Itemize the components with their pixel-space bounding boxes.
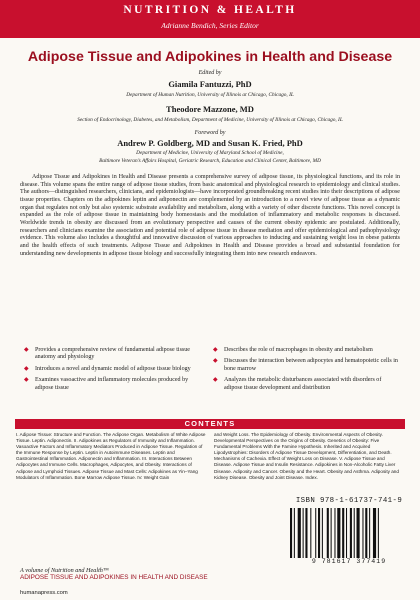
series-title: NUTRITION & HEALTH bbox=[123, 4, 297, 16]
editor1-name: Giamila Fantuzzi, PhD bbox=[168, 79, 252, 89]
feature-item: ◆ Provides a comprehensive review of fundamental adipose tissue anatomy and physiology bbox=[24, 347, 190, 361]
feature-item: ◆ Examines vasoactive and inflammatory molecules produced by adipose tissue bbox=[24, 377, 189, 391]
feature-item: ◆ Introduces a novel and dynamic model of adipose tissue biology bbox=[24, 365, 191, 372]
series-volume-title: ADIPOSE TISSUE AND ADIPOKINES IN HEALTH AND DISEASE bbox=[20, 574, 208, 581]
feature-item: ◆ Analyzes the metabolic disturbances associated with disorders of adipose tissue development and distribution bbox=[213, 377, 382, 391]
publisher-website: humanapress.com bbox=[20, 590, 68, 596]
contents-left-column: I. Adipose Tissue: Structure and Function. The Adipose Organ. Metabolism of White Adipose Tissue. Leptin. Adiponectin. II. Adipokines as Regulators of Immunity and Inflammation. Vasoactive Factors and Inflammatory Mediators Produced in Adipose Tissue. Regulation of the Immune Response by Leptin. Leptin in Autoimmune Diseases. Leptin and Gastrointestinal Inflammation. Adiponectin and Inflammation. III. Interactions Between Adipocytes and Immune Cells. Macrophages, Adipocytes, and Obesity. Interactions of Adipose and Lymphoid Tissues. Adipose Tissue and Mast Cells: Adipokines as Yin–Yang Modulators of Inflammation. Bone Marrow Adipose Tissue. IV. Weight Gain bbox=[16, 432, 206, 480]
features-right-list bbox=[213, 347, 398, 396]
diamond-bullet-icon: ◆ bbox=[24, 365, 29, 372]
foreword-affiliation-line2: Baltimore Veteran’s Affairs Hospital, Geriatric Research, Education and Clinical Center, Baltimore, MD bbox=[99, 158, 321, 164]
feature-item: ◆ Discusses the interaction between adipocytes and hematopoietic cells in bone marrow bbox=[213, 358, 398, 372]
series-editor: Adrianne Bendich, Series Editor bbox=[161, 21, 259, 30]
contents-right-column: and Weight Loss. The Epidemiology of Obesity. Environmental Aspects of Obesity. Developmental Perspectives on the Origins of Obesity. Genetics of Obesity: Five Fundamental Problems With the Famine Hypothesis. Inherited and Acquired Lipodystrophies: Disorders of Adipose Tissue Development, Differentiation, and Death. Mechanisms of Cachexia. Effect of Weight Loss on Disease. V. Adipose Tissue and Disease. Adipose Tissue and Insulin Resistance. Adipokines in Non-Alcoholic Fatty Liver Disease. Adiposity and Cancer. Obesity and the Heart. Obesity and Asthma. Adiposity and Kidney Disease. Obesity and Joint Disease. Index. bbox=[214, 432, 399, 480]
editor2-name: Theodore Mazzone, MD bbox=[166, 104, 254, 114]
isbn-label: ISBN 978-1-61737-741-9 bbox=[295, 497, 403, 505]
editor2-affiliation: Section of Endocrinology, Diabetes, and Metabolism, Department of Medicine, University of Illinois at Chicago, Chicago, IL bbox=[77, 117, 343, 123]
foreword-affiliation-line1: Department of Medicine, University of Maryland School of Medicine, bbox=[136, 150, 284, 156]
book-description: Adipose Tissue and Adipokines in Health and Disease presents a comprehensive survey of adipose tissue, its physiological functions, and its role in disease. This volume spans the entire range of adipose tissue studies, from basic anatomical and physiological research to epidemiology and clinical studies. The authors—distinguished researchers, clinicians, and epidemiologists—have incorporated groundbreaking recent studies into their descriptions of adipose tissue properties. Chapters on the adipokines leptin and adiponectin are complemented by an introduction to a novel view of adipose tissue as a dynamic organ that regulates not only but also systemic substrate availability and metabolism, along with a variety of other discrete functions. This novel concept is expanded as the role of adipose tissue in maintaining body homeostasis and the modulation of inflammatory and metabolic responses is discussed. Worldwide trends in obesity are discussed from an evolutionary perspective and causes of the current obesity epidemic are postulated. Additionally, researchers and clinicians examine the association and potential role of adipose tissue in disease mediation and offer epidemiological and pathophysiology evidence. This volume also includes a thoughtful and innovative discussion of various approaches to inducing and sustaining weight loss in obese patients and the health effects of such treatments. Adipose Tissue and Adipokines in Health and Disease provides a broad and substantial foundation for understanding new developments in adipose tissue biology and successfully integrating them into new research endeavors. bbox=[20, 174, 400, 257]
diamond-bullet-icon: ◆ bbox=[24, 347, 29, 353]
features-left-list bbox=[24, 347, 194, 396]
diamond-bullet-icon: ◆ bbox=[24, 377, 29, 384]
contents-heading: CONTENTS bbox=[15, 419, 405, 429]
diamond-bullet-icon: ◆ bbox=[213, 377, 218, 384]
ean-digits: 9 781617 377419 bbox=[311, 558, 387, 565]
foreword-label: Foreword by bbox=[194, 130, 226, 136]
foreword-names: Andrew P. Goldberg, MD and Susan K. Fried, PhD bbox=[117, 138, 303, 148]
editor1-affiliation: Department of Human Nutrition, University of Illinois at Chicago, Chicago, IL bbox=[126, 92, 294, 98]
feature-item: ◆ Describes the role of macrophages in obesity and metabolism bbox=[213, 347, 373, 353]
barcode-icon bbox=[288, 508, 410, 558]
diamond-bullet-icon: ◆ bbox=[213, 358, 218, 365]
diamond-bullet-icon: ◆ bbox=[213, 347, 218, 353]
barcode-block bbox=[288, 497, 410, 565]
series-volume-note: A volume of Nutrition and Health™ bbox=[20, 567, 109, 574]
book-title: Adipose Tissue and Adipokines in Health and Disease bbox=[27, 49, 393, 65]
edited-by-label: Edited by bbox=[198, 70, 222, 76]
